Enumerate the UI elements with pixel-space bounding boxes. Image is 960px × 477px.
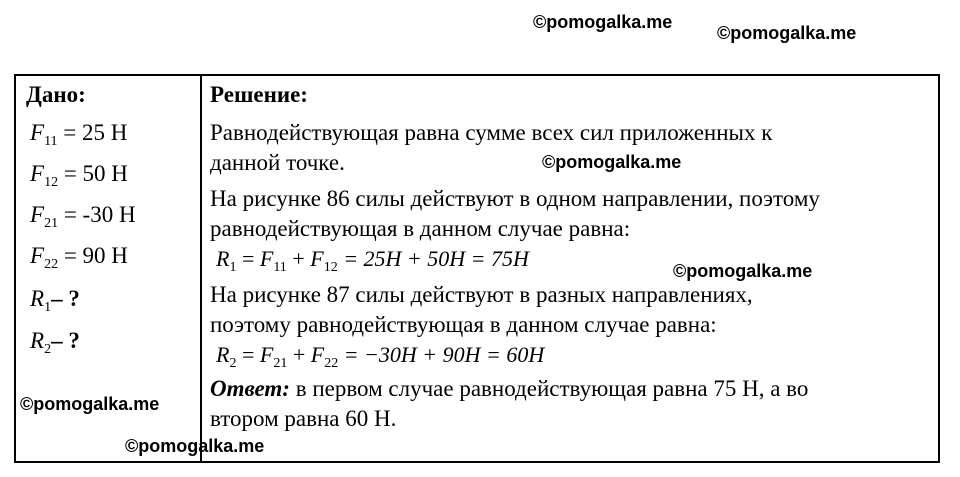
watermark: ©pomogalka.me [717,23,857,43]
solution-header: Решение: [210,82,308,107]
column-divider [200,76,202,461]
watermark: ©pomogalka.me [533,12,673,32]
given-item-f12: $F_{12} = 50$ Н [30,161,128,190]
formula-r2: $R_2 = F_{21} + F_{22} = -30H + 90H = 60H$ [216,342,545,371]
given-item-f22: $F_{22} = 90$ Н [30,243,128,272]
given-item-f11: $F_{11} = 25$ Н [30,120,128,149]
given-item-r2: $R_2-$ ? [30,328,80,357]
watermark: ©pomogalka.me [542,152,682,172]
given-header: Дано: [26,82,86,107]
watermark: ©pomogalka.me [125,436,265,456]
formula-r1: $R_1 = F_{11} + F_{12} = 25H + 50H = 75H$ [216,246,529,275]
watermark: ©pomogalka.me [673,261,813,281]
watermark: ©pomogalka.me [20,394,160,414]
given-item-f21: $F_{21} = -30$ Н [30,202,136,231]
answer-label: Ответ: [210,376,290,401]
given-item-r1: $R_1-$ ? [30,286,80,315]
solution-paragraph-2: На рисунке 86 силы действуют в одном направлении, поэтому равнодействующая в данном случае равна: [210,186,820,241]
solution-paragraph-1: Равнодействующая равна сумме всех сил приложенных к данной точке. [210,120,773,175]
answer-block: Ответ: в первом случае равнодействующая равна 75 Н, а во втором равна 60 Н. [210,376,809,431]
solution-paragraph-3: На рисунке 87 силы действуют в разных направлениях, поэтому равнодействующая в данном случае равна: [210,282,753,337]
